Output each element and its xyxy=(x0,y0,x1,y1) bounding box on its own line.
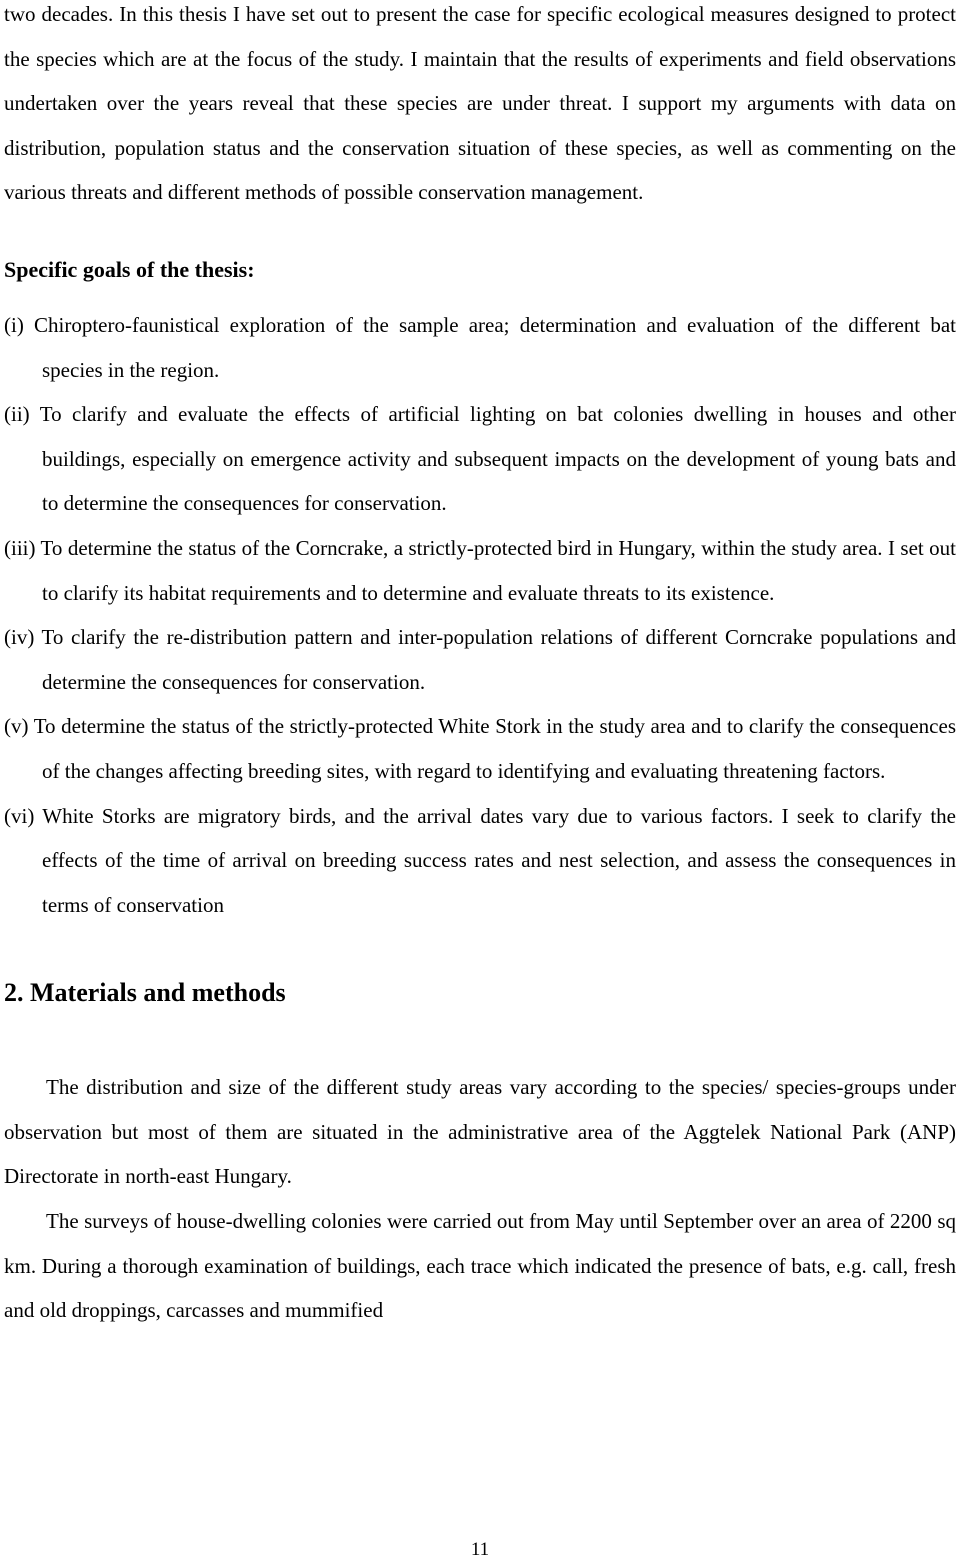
goal-item-i: (i) Chiroptero-faunistical exploration of the sample area; determination and evaluation of the different bat species in the region. xyxy=(4,312,956,382)
section-heading-materials-methods: 2. Materials and methods xyxy=(4,978,286,1008)
document-page xyxy=(4,0,956,1333)
goals-list xyxy=(4,303,956,927)
goal-item-iii: (iii) To determine the status of the Corncrake, a strictly-protected bird in Hungary, within the study area. I set out to clarify its habitat requirements and to determine and evaluate threats to its existence. xyxy=(4,535,956,605)
intro-paragraph: two decades. In this thesis I have set out to present the case for specific ecological measures designed to protect the species which are at the focus of the study. I maintain that the results of experiments and field observations undertaken over the years reveal that these species are under threat. I support my arguments with data on distribution, population status and the conservation situation of these species, as well as commenting on the various threats and different methods of possible conservation management. xyxy=(4,2,956,205)
goals-heading: Specific goals of the thesis: xyxy=(4,256,255,282)
methods-paragraph-1: The distribution and size of the different study areas vary according to the species/ species-groups under observation but most of them are situated in the administrative area of the Aggtelek National Park (ANP) Directorate in north-east Hungary. xyxy=(4,1075,956,1189)
methods-paragraph-2: The surveys of house-dwelling colonies were carried out from May until September over an area of 2200 sq km. During a thorough examination of buildings, each trace which indicated the presence of bats, e.g. call, fresh and old droppings, carcasses and mummified xyxy=(4,1209,956,1323)
goal-item-vi: (vi) White Storks are migratory birds, and the arrival dates vary due to various factors. I seek to clarify the effects of the time of arrival on breeding success rates and nest selection, and assess the consequences in terms of conservation xyxy=(4,803,956,917)
goal-item-ii: (ii) To clarify and evaluate the effects of artificial lighting on bat colonies dwelling in houses and other buildings, especially on emergence activity and subsequent impacts on the development of young bats and to determine the consequences for conservation. xyxy=(4,402,956,516)
page-number: 11 xyxy=(470,1539,490,1560)
goal-item-v: (v) To determine the status of the strictly-protected White Stork in the study area and to clarify the consequences of the changes affecting breeding sites, with regard to identifying and evaluating threatening factors. xyxy=(4,714,956,783)
goal-item-iv: (iv) To clarify the re-distribution pattern and inter-population relations of different Corncrake populations and determine the consequences for conservation. xyxy=(4,625,956,694)
